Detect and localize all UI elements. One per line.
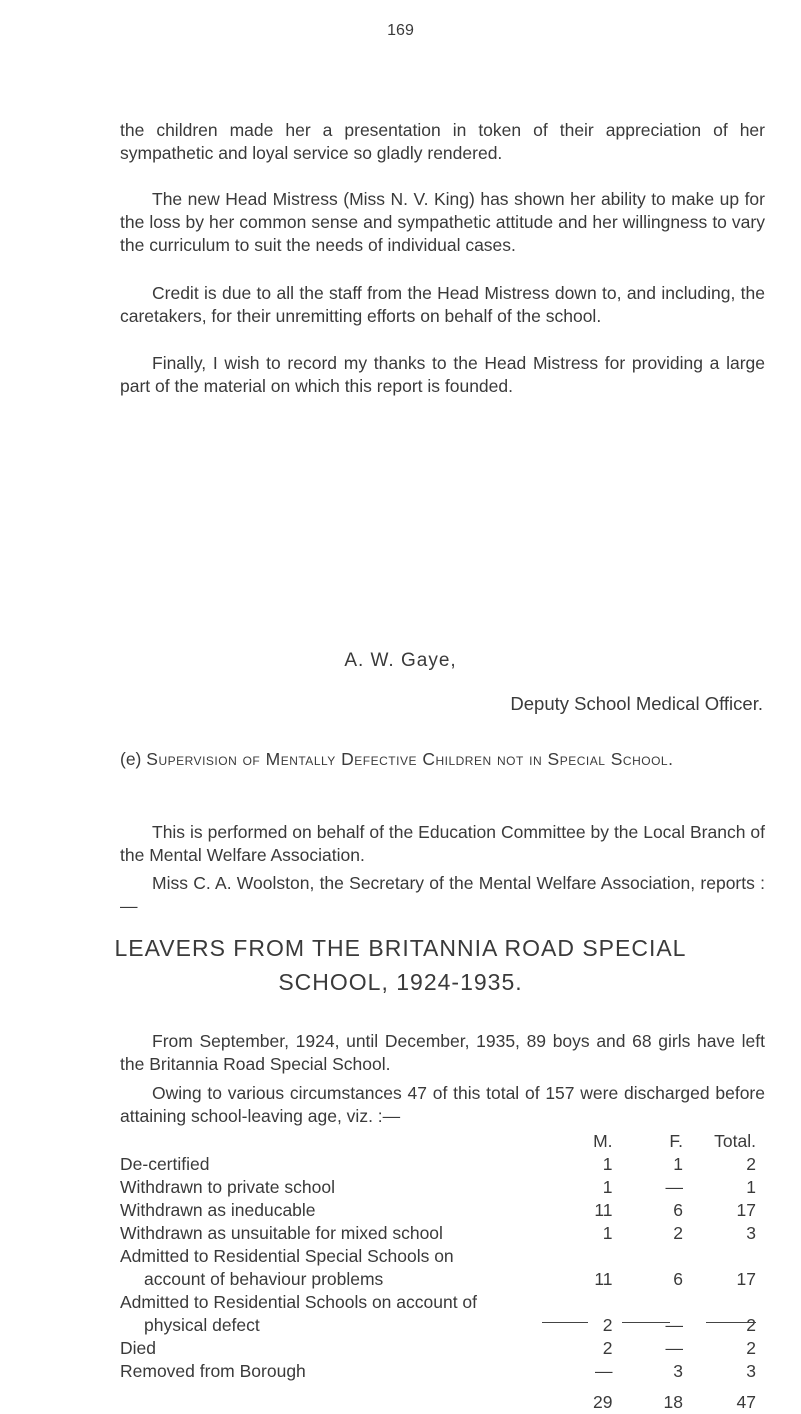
- table-row: [120, 1314, 770, 1337]
- row-label: Admitted to Residential Schools on account of: [120, 1292, 478, 1312]
- paragraph-credit-staff: Credit is due to all the staff from the Head Mistress down to, and including, the caretakers, for their unremitting efforts on behalf of the school.: [120, 283, 765, 326]
- total-rule-m: [542, 1322, 588, 1323]
- cell-f: 1: [673, 1154, 683, 1174]
- paragraph-continuation: the children made her a presentation in token of their appreciation of her sympathetic and loyal service so gladly rendered.: [120, 120, 765, 163]
- cell-m: 1: [602, 1154, 613, 1174]
- table-row: [120, 1337, 770, 1360]
- section-heading: [120, 748, 770, 771]
- table-row: [120, 1360, 770, 1383]
- leavers-title-l2: SCHOOL, 1924-1935.: [278, 969, 523, 995]
- cell-f: —: [665, 1177, 683, 1197]
- row-label-cont: physical defect: [144, 1315, 260, 1335]
- leavers-title-l1: LEAVERS FROM THE BRITANNIA ROAD SPECIAL: [114, 935, 687, 961]
- cell-f: 2: [673, 1223, 683, 1243]
- row-label: Died: [120, 1338, 156, 1358]
- table-row: [120, 1176, 770, 1199]
- table-totals-row: [120, 1383, 770, 1414]
- cell-f: 6: [673, 1269, 683, 1289]
- col-header-m: M.: [593, 1131, 613, 1151]
- cell-m: 1: [602, 1177, 613, 1197]
- paragraph-woolston: Miss C. A. Woolston, the Secretary of the Mental Welfare Association, reports :—: [120, 873, 765, 916]
- cell-total: 2: [746, 1154, 756, 1174]
- row-label-cont: account of behaviour problems: [144, 1269, 384, 1289]
- paragraph-thanks: Finally, I wish to record my thanks to the Head Mistress for providing a large part of the material on which this report is founded.: [120, 353, 765, 396]
- cell-m: 2: [602, 1338, 613, 1358]
- cell-f: —: [665, 1338, 683, 1358]
- cell-m: —: [595, 1361, 613, 1381]
- row-label: Withdrawn as ineducable: [120, 1200, 316, 1220]
- total-f: 18: [663, 1392, 683, 1412]
- table-row: [120, 1199, 770, 1222]
- cell-f: 6: [673, 1200, 683, 1220]
- cell-total: 2: [746, 1315, 756, 1335]
- cell-total: 3: [746, 1223, 756, 1243]
- leavers-table: [120, 1130, 770, 1414]
- table-header-row: [120, 1130, 770, 1153]
- col-header-total: Total.: [714, 1131, 756, 1151]
- paragraph-owing-to: Owing to various circumstances 47 of this total of 157 were discharged before attaining school-leaving age, viz. :—: [120, 1083, 765, 1126]
- table-row: [120, 1268, 770, 1291]
- cell-m: 1: [602, 1223, 613, 1243]
- signature-title: Deputy School Medical Officer.: [510, 693, 763, 714]
- table-row: [120, 1291, 770, 1314]
- cell-m: 2: [602, 1315, 613, 1335]
- signature-name: A. W. Gaye,: [344, 650, 457, 671]
- cell-m: 11: [594, 1269, 613, 1289]
- page-number: 169: [387, 22, 414, 39]
- cell-total: 17: [736, 1269, 756, 1289]
- cell-total: 17: [736, 1200, 756, 1220]
- section-title: Supervision of Mentally Defective Children not in Special School.: [146, 749, 674, 769]
- row-label: Admitted to Residential Special Schools on: [120, 1246, 454, 1266]
- paragraph-supervision: This is performed on behalf of the Education Committee by the Local Branch of the Mental Welfare Association.: [120, 822, 765, 865]
- table-row: [120, 1222, 770, 1245]
- row-label: Withdrawn as unsuitable for mixed school: [120, 1223, 443, 1243]
- cell-f: —: [665, 1315, 683, 1335]
- cell-total: 2: [746, 1338, 756, 1358]
- cell-m: 11: [594, 1200, 613, 1220]
- row-label: Withdrawn to private school: [120, 1177, 335, 1197]
- cell-total: 3: [746, 1361, 756, 1381]
- col-header-f: F.: [669, 1131, 683, 1151]
- total-total: 47: [736, 1392, 756, 1412]
- total-rule-total: [706, 1322, 756, 1323]
- total-rule-f: [622, 1322, 670, 1323]
- total-m: 29: [593, 1392, 613, 1412]
- paragraph-from-september: From September, 1924, until December, 1935, 89 boys and 68 girls have left the Britannia Road Special School.: [120, 1031, 765, 1074]
- paragraph-new-head-mistress: The new Head Mistress (Miss N. V. King) has shown her ability to make up for the loss by her common sense and sympathetic attitude and her willingness to vary the curriculum to suit the needs of individual cases.: [120, 189, 765, 255]
- table-row: [120, 1153, 770, 1176]
- cell-total: 1: [746, 1177, 756, 1197]
- section-label: (e): [120, 749, 142, 769]
- row-label: De-certified: [120, 1154, 210, 1174]
- cell-f: 3: [673, 1361, 683, 1381]
- row-label: Removed from Borough: [120, 1361, 306, 1381]
- table-row: [120, 1245, 770, 1268]
